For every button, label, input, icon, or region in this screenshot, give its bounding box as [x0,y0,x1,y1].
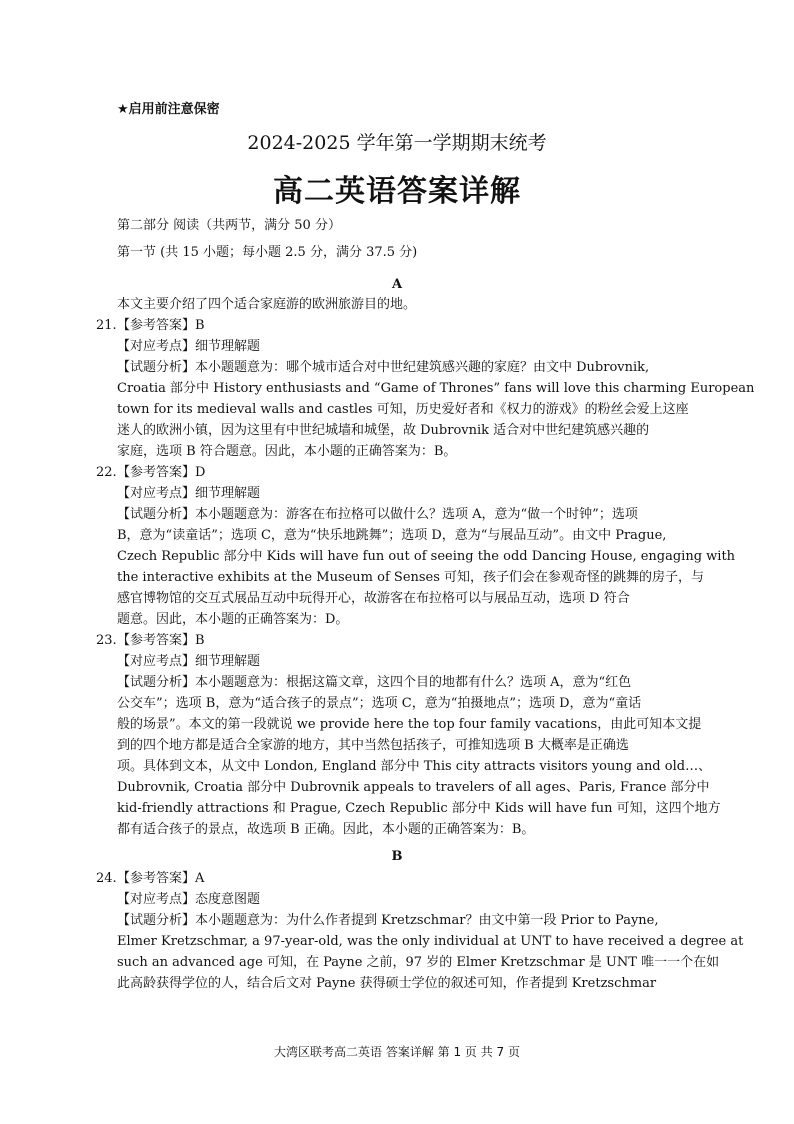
subsection-heading: 第一节 (共 15 小题；每小题 2.5 分，满分 37.5 分) [117,245,418,260]
q22-analysis-line: the interactive exhibits at the Museum of Senses 可知，孩子们会在参观奇怪的跳舞的房子，与 [117,570,705,585]
question-number-24: 24. [96,871,117,886]
passage-a-label: A [391,277,403,292]
q23-analysis-line: 项。具体到文本，从文中 London, England 部分中 This city attracts visitors young and old…、 [117,759,712,774]
q24-point: 【对应考点】态度意图题 [117,892,261,907]
q23-answer: 【参考答案】B [117,633,205,648]
q21-analysis-line: Croatia 部分中 History enthusiasts and “Game of Thrones” fans will love this charming European [117,381,755,396]
q21-answer: 【参考答案】B [117,318,205,333]
q21-analysis-line: 【试题分析】本小题题意为：哪个城市适合对中世纪建筑感兴趣的家庭？由文中 Dubrovnik, [117,360,650,375]
q21-analysis-line: 家庭，选项 B 符合题意。因此，本小题的正确答案为：B。 [117,444,457,459]
question-number-21: 21. [96,318,117,333]
q23-analysis-line: Dubrovnik, Croatia 部分中 Dubrovnik appeals to travelers of all ages、Paris, France 部分中 [117,780,710,795]
q23-analysis-line: 【试题分析】本小题题意为：根据这篇文章，这四个目的地都有什么？选项 A，意为“红色 [117,675,632,690]
q21-analysis-line: town for its medieval walls and castles 可知，历史爱好者和《权力的游戏》的粉丝会爱上这座 [117,402,689,417]
passage-b-label: B [391,849,403,864]
q21-analysis-line: 迷人的欧洲小镇，因为这里有中世纪城墙和城堡，故 Dubrovnik 适合对中世纪建筑感兴趣的 [117,423,650,438]
q24-analysis-line: such an advanced age 可知，在 Payne 之前，97 岁的 Elmer Kretzschmar 是 UNT 唯一一个在如 [117,955,720,970]
q23-analysis-line: 公交车”；选项 B，意为“适合孩子的景点”；选项 C，意为“拍摄地点”；选项 D，意为“童话 [117,696,642,711]
q22-analysis-line: B，意为“读童话”；选项 C，意为“快乐地跳舞”；选项 D，意为“与展品互动”。由文中 Prague, [117,528,667,543]
confidential-notice: ★启用前注意保密 [117,102,220,117]
page-footer: 大湾区联考高二英语 答案详解 第 1 页 共 7 页 [274,1045,520,1059]
q22-analysis-line: 题意。因此，本小题的正确答案为：D。 [117,612,349,627]
q23-analysis-line: kid-friendly attractions 和 Prague, Czech Republic 部分中 Kids will have fun 可知，这四个地方 [117,801,721,816]
q22-analysis-line: Czech Republic 部分中 Kids will have fun out of seeing the odd Dancing House, engaging with [117,549,736,564]
q23-analysis-line: 到的四个地方都是适合全家游的地方，其中当然包括孩子，可推知选项 B 大概率是正确选 [117,738,629,753]
q24-analysis-line: Elmer Kretzschmar, a 97-year-old, was the only individual at UNT to have received a degree at [117,934,744,949]
exam-title: 2024-2025 学年第一学期期末统考 [247,132,547,154]
section-part-heading: 第二部分 阅读（共两节，满分 50 分） [117,218,341,233]
q22-analysis-line: 【试题分析】本小题题意为：游客在布拉格可以做什么？选项 A，意为“做一个时钟”；选项 [117,507,638,522]
question-number-23: 23. [96,633,117,648]
q23-analysis-line: 般的场景”。本文的第一段就说 we provide here the top four family vacations，由此可知本文提 [117,717,702,732]
q23-analysis-line: 都有适合孩子的景点，故选项 B 正确。因此，本小题的正确答案为：B。 [117,822,535,837]
q24-answer: 【参考答案】A [117,871,205,886]
q22-answer: 【参考答案】D [117,465,206,480]
question-number-22: 22. [96,465,117,480]
q22-analysis-line: 感官博物馆的交互式展品互动中玩得开心，故游客在布拉格可以与展品互动，选项 D 符合 [117,591,630,606]
q23-point: 【对应考点】细节理解题 [117,654,261,669]
page-title: 高二英语答案详解 [273,174,521,209]
q24-analysis-line: 【试题分析】本小题题意为：为什么作者提到 Kretzschmar？由文中第一段 Prior to Payne, [117,913,659,928]
passage-a-intro: 本文主要介绍了四个适合家庭游的欧洲旅游目的地。 [117,297,417,312]
q21-point: 【对应考点】细节理解题 [117,339,261,354]
q24-analysis-line: 此高龄获得学位的人，结合后文对 Payne 获得硕士学位的叙述可知，作者提到 Kretzschmar [117,976,657,991]
q22-point: 【对应考点】细节理解题 [117,486,261,501]
